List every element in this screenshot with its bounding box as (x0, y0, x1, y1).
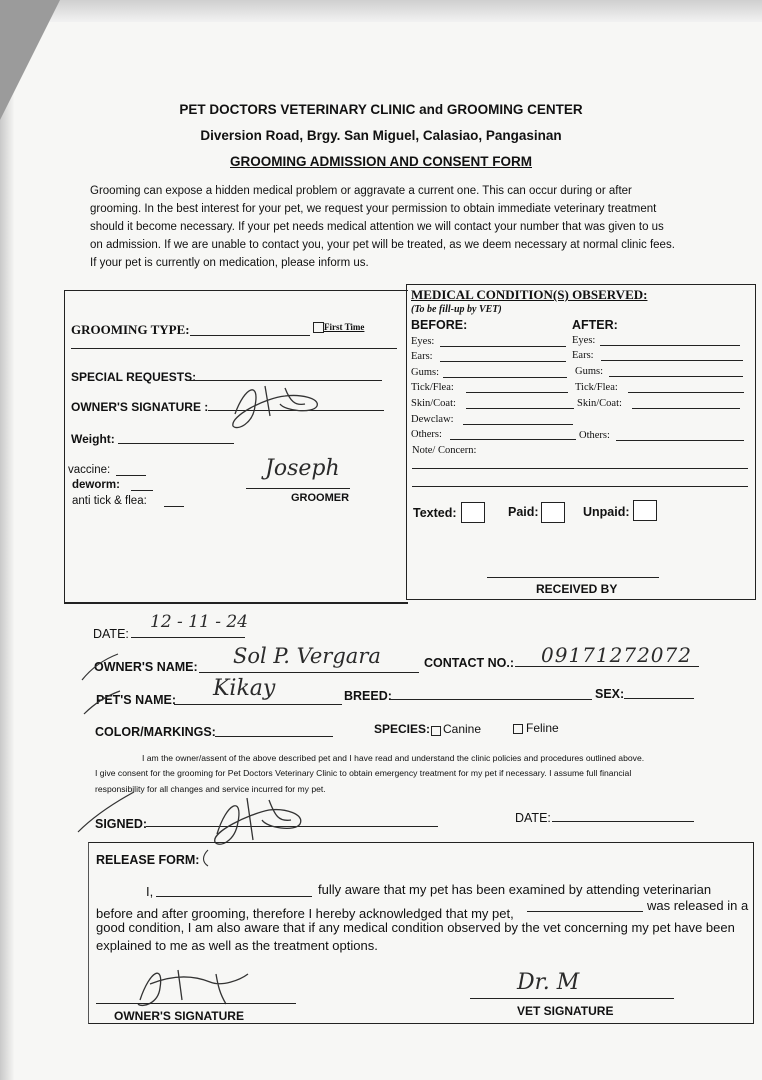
feline-checkbox[interactable] (513, 724, 523, 734)
signed-date-field[interactable] (552, 821, 694, 822)
after-tick-label: Tick/Flea: (575, 382, 618, 393)
grooming-type-extra-line[interactable] (71, 348, 397, 349)
vaccine-label: vaccine: (68, 464, 111, 476)
release-pet-field[interactable] (527, 911, 643, 912)
anti-tick-field[interactable] (164, 506, 184, 507)
owner-name-label: OWNER'S NAME: (94, 660, 198, 674)
before-ears-label: Ears: (411, 351, 433, 362)
owner-name-field[interactable] (199, 672, 419, 673)
intro-line: Grooming can expose a hidden medical problem or aggravate a current one. This can occur during or after (90, 185, 632, 197)
first-time-label: First Time (324, 322, 365, 332)
note-line-1[interactable] (412, 468, 748, 469)
unpaid-checkbox[interactable] (633, 500, 657, 521)
after-ears-field[interactable] (601, 360, 743, 361)
before-dewclaw-field[interactable] (463, 424, 573, 425)
after-tick-field[interactable] (628, 392, 744, 393)
scan-top-edge (0, 0, 762, 22)
after-others-field[interactable] (616, 440, 744, 441)
clinic-name: PET DOCTORS VETERINARY CLINIC and GROOMING CENTER (179, 102, 583, 117)
after-ears-label: Ears: (572, 350, 594, 361)
release-line1-text: fully aware that my pet has been examined by attending veterinarian (318, 882, 712, 897)
first-time-checkbox[interactable] (313, 322, 324, 333)
release-mark (200, 848, 210, 868)
breed-label: BREED: (344, 689, 392, 703)
consent-line-2: I give consent for the grooming for Pet Doctors Veterinary Clinic to obtain emergency treatment for my pet if necessary. I assume full financial (95, 768, 632, 778)
consent-signature-mark (205, 790, 315, 850)
owner-signature-label: OWNER'S SIGNATURE : (71, 400, 209, 414)
deworm-label: deworm: (72, 479, 120, 491)
deworm-field[interactable] (131, 490, 153, 491)
feline-label: Feline (526, 721, 559, 735)
release-owner-signature-label: OWNER'S SIGNATURE (114, 1009, 244, 1023)
pet-name-handwritten: Kikay (213, 676, 276, 701)
owner-name-handwritten: Sol P. Vergara (233, 644, 381, 668)
paid-label: Paid: (508, 505, 539, 519)
medical-subtitle: (To be fill-up by VET) (411, 304, 502, 315)
release-form-title: RELEASE FORM: (96, 853, 200, 867)
pet-name-strike-mark (82, 690, 122, 716)
before-ears-field[interactable] (440, 361, 566, 362)
grooming-type-field[interactable] (190, 335, 310, 336)
before-gums-label: Gums: (411, 367, 440, 378)
anti-tick-label: anti tick & flea: (72, 495, 147, 507)
date-field[interactable] (131, 637, 245, 638)
intro-paragraph (90, 182, 700, 272)
special-requests-label: SPECIAL REQUESTS: (71, 370, 197, 384)
consent-line-1: I am the owner/assent of the above described pet and I have read and understand the clinic policies and procedures outlined above. (142, 753, 645, 763)
note-label: Note/ Concern: (412, 445, 477, 456)
vaccine-field[interactable] (116, 475, 146, 476)
groomer-name-handwritten: Joseph (265, 456, 340, 481)
signed-strike-mark (76, 790, 136, 834)
after-gums-label: Gums: (575, 366, 604, 377)
after-gums-field[interactable] (609, 376, 743, 377)
vet-initials-handwritten: Dr. M (517, 970, 580, 995)
note-line-2[interactable] (412, 486, 748, 487)
sex-field[interactable] (624, 698, 694, 699)
pet-name-field[interactable] (174, 704, 342, 705)
release-line2-suffix: was released in a (647, 898, 749, 913)
before-eyes-label: Eyes: (411, 336, 435, 347)
received-by-label: RECEIVED BY (536, 582, 618, 596)
release-line3-text: good condition, I am also aware that if any medical condition observed by the vet concerning my pet have been (96, 920, 735, 935)
before-eyes-field[interactable] (440, 346, 566, 347)
before-dewclaw-label: Dewclaw: (411, 414, 454, 425)
release-owner-signature-line[interactable] (96, 1003, 296, 1004)
before-label: BEFORE: (411, 318, 468, 332)
vet-signature-label: VET SIGNATURE (517, 1004, 614, 1018)
before-skin-field[interactable] (466, 408, 574, 409)
color-markings-field[interactable] (215, 736, 333, 737)
before-skin-label: Skin/Coat: (411, 398, 456, 409)
form-title: GROOMING ADMISSION AND CONSENT FORM (230, 154, 532, 169)
contact-handwritten: 09171272072 (541, 643, 692, 667)
canine-checkbox[interactable] (431, 726, 441, 736)
texted-label: Texted: (413, 506, 457, 520)
vet-signature-line[interactable] (470, 998, 674, 999)
species-label: SPECIES: (374, 722, 431, 736)
release-line2-text: before and after grooming, therefore I hereby acknowledged that my pet, (96, 906, 514, 921)
contact-label: CONTACT NO.: (424, 656, 515, 670)
after-eyes-field[interactable] (600, 345, 740, 346)
owner-signature-mark (225, 376, 335, 436)
before-others-field[interactable] (450, 439, 576, 440)
weight-label: Weight: (71, 432, 115, 446)
sex-label: SEX: (595, 687, 625, 701)
pet-name-label: PET'S NAME: (96, 693, 177, 707)
release-name-field[interactable] (156, 896, 312, 897)
intro-line: on admission. If we are unable to contact you, your pet will be treated, as we deem necessary at normal clinic fees. (90, 239, 675, 251)
paid-checkbox[interactable] (541, 502, 565, 523)
before-tick-field[interactable] (466, 392, 568, 393)
signed-date-label: DATE: (515, 811, 551, 825)
date-handwritten: 12 - 11 - 24 (150, 612, 248, 632)
after-others-label: Others: (579, 430, 610, 441)
color-markings-label: COLOR/MARKINGS: (95, 725, 216, 739)
medical-title: MEDICAL CONDITION(S) OBSERVED: (411, 287, 648, 302)
before-tick-label: Tick/Flea: (411, 382, 454, 393)
after-eyes-label: Eyes: (572, 335, 596, 346)
release-line4-text: explained to me as well as the treatment options. (96, 938, 378, 953)
canine-label: Canine (443, 722, 482, 736)
grooming-type-label: GROOMING TYPE: (71, 322, 190, 337)
texted-checkbox[interactable] (461, 502, 485, 523)
owner-name-strike-mark (80, 652, 120, 682)
before-others-label: Others: (411, 429, 442, 440)
clinic-address: Diversion Road, Brgy. San Miguel, Calasiao, Pangasinan (200, 128, 562, 143)
before-gums-field[interactable] (443, 377, 567, 378)
weight-field[interactable] (118, 443, 234, 444)
intro-line: grooming. In the best interest for your pet, we request your permission to obtain immediate veterinary treatment (90, 203, 657, 215)
release-line1-prefix: I, (146, 884, 154, 899)
after-label: AFTER: (572, 318, 618, 332)
after-skin-label: Skin/Coat: (577, 398, 622, 409)
section-bottom-rule (64, 602, 408, 603)
groomer-line[interactable] (246, 488, 350, 489)
after-skin-field[interactable] (632, 408, 740, 409)
intro-line: If your pet is currently on medication, please inform us. (90, 257, 369, 269)
signed-label: SIGNED: (95, 817, 148, 831)
consent-line-3: responsibility for all changes and service incurred for my pet. (95, 784, 326, 794)
date-label: DATE: (93, 627, 129, 641)
received-by-line[interactable] (487, 577, 659, 578)
breed-field[interactable] (390, 699, 592, 700)
groomer-label: GROOMER (291, 492, 350, 504)
intro-line: should it become necessary. If your pet needs medical attention we will contact your number that was given to us (90, 221, 664, 233)
unpaid-label: Unpaid: (583, 505, 630, 519)
